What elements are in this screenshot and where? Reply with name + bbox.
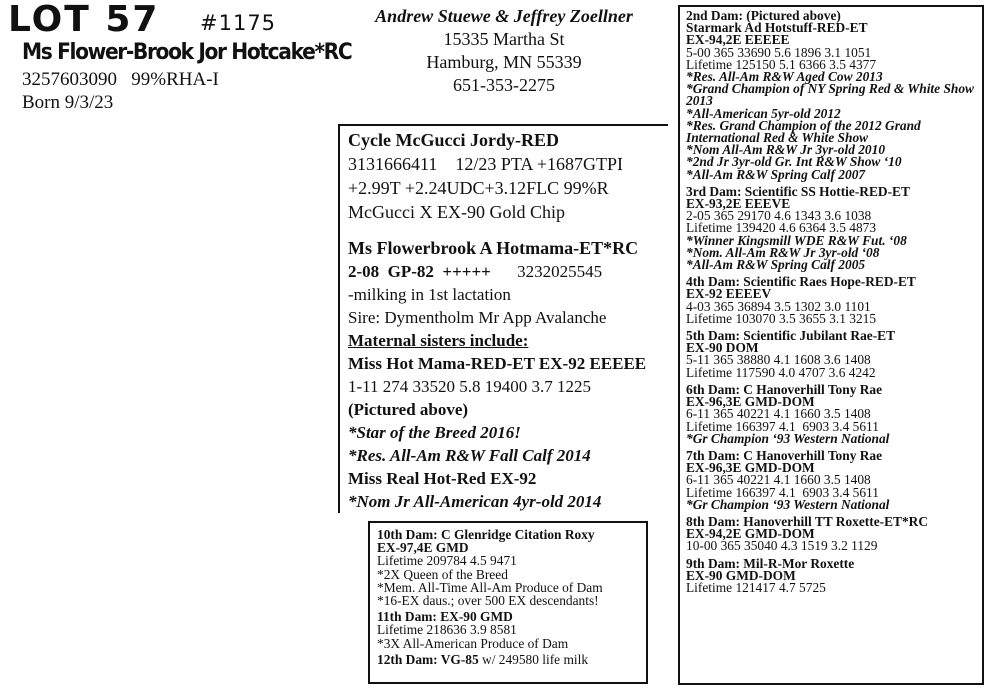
dam10-record-3: *Mem. All-Time All-Am Produce of Dam	[377, 579, 603, 595]
dam9-header-1: 9th Dam: Mil-R-Mor Roxette	[686, 555, 855, 571]
dam2-award-4: *Res. Grand Champion of the 2012 Grand International Red & White Show	[686, 117, 921, 146]
sire-line-2: +2.99T +2.24UDC+3.12FLC 99%R	[348, 178, 609, 198]
dam-note: -milking in 1st lactation	[348, 285, 511, 304]
dam-classification-row	[348, 260, 668, 283]
sister1-record: 1-11 274 33520 5.8 19400 3.7 1225	[348, 377, 592, 396]
dam3-record-1: 2-05 365 29170 4.6 1343 3.6 1038	[686, 208, 872, 224]
pedigree-10th-dam	[377, 528, 639, 607]
dam2-award-5: *Nom All-Am R&W Jr 3yr-old 2010	[686, 142, 886, 158]
dam11-record-2: *3X All-American Produce of Dam	[377, 635, 569, 651]
dam3-header-2: EX-93,2E EEEVE	[686, 196, 791, 212]
dam6-record-1: 6-11 365 40221 4.1 1660 3.5 1408	[686, 406, 871, 422]
pedigree-3rd-dam	[686, 183, 976, 273]
dam6-header-1: 6th Dam: C Hanoverhill Tony Rae	[686, 381, 883, 397]
dam11-header-1: 11th Dam: EX-90 GMD	[377, 609, 513, 625]
dam12-record-1: w/ 249580 life milk	[478, 651, 589, 667]
pedigree-8th-dam	[686, 513, 976, 554]
sister2-name: Miss Real Hot-Red EX-92	[348, 469, 537, 488]
lot-label: LOT 57	[8, 0, 160, 40]
pedigree-12th-dam	[377, 653, 639, 666]
maternal-sisters-header: Maternal sisters include:	[348, 331, 529, 350]
pedigree-11th-dam	[377, 610, 639, 650]
dam3-header-1: 3rd Dam: Scientific SS Hottie-RED-ET	[686, 183, 910, 199]
sister1-award-1: *Star of the Breed 2016!	[348, 423, 521, 442]
dam10-record-1: Lifetime 209784 4.5 9471	[377, 553, 517, 569]
animal-registration: 3257603090 99%RHA-I	[22, 69, 219, 90]
dam6-award-1: *Gr Champion ‘93 Western National	[686, 430, 890, 446]
dam6-record-2: Lifetime 166397 4.1 6903 3.4 5611	[686, 418, 879, 434]
dam-sire: Sire: Dymentholm Mr App Avalanche	[348, 308, 607, 327]
animal-birthdate: Born 9/3/23	[22, 92, 114, 113]
dam3-record-2: Lifetime 139420 4.6 6364 3.5 4873	[686, 220, 877, 236]
dam2-award-3: *All-American 5yr-old 2012	[686, 105, 841, 121]
dam3-award-2: *Nom. All-Am R&W Jr 3yr-old ‘08	[686, 244, 880, 260]
dam4-header-2: EX-92 EEEEV	[686, 286, 772, 302]
dam5-header-1: 5th Dam: Scientific Jubilant Rae-ET	[686, 328, 896, 344]
dam3-award-1: *Winner Kingsmill WDE R&W Fut. ‘08	[686, 232, 907, 248]
sister1-award-2: *Res. All-Am R&W Fall Calf 2014	[348, 446, 591, 465]
pedigree-9th-dam	[686, 555, 976, 595]
consignor-city: Hamburg, MN 55339	[426, 52, 582, 72]
dam7-award-1: *Gr Champion ‘93 Western National	[686, 496, 890, 512]
dam11-record-1: Lifetime 218636 3.9 8581	[377, 622, 517, 638]
pedigree-2nd-dam	[686, 10, 976, 181]
sister2-award: *Nom Jr All-American 4yr-old 2014	[348, 492, 602, 511]
dam2-header-1: 2nd Dam: (Pictured above)	[686, 8, 841, 23]
dam5-record-1: 5-11 365 38880 4.1 1608 3.6 1408	[686, 352, 871, 368]
sire-name: Cycle McGucci Jordy-RED	[348, 130, 559, 150]
extended-pedigree-box	[368, 521, 648, 684]
dam8-record-1: 10-00 365 35040 4.3 1519 3.2 1129	[686, 538, 878, 554]
sister1-name: Miss Hot Mama-RED-ET EX-92 EEEEE	[348, 354, 647, 373]
dam2-award-2: *Grand Champion of NY Spring Red & White Show 2013	[686, 81, 974, 109]
consignor-block	[348, 5, 660, 97]
dam10-record-2: *2X Queen of the Breed	[377, 566, 508, 582]
dam9-record-1: Lifetime 121417 4.7 5725	[686, 579, 826, 595]
pedigree-4th-dam	[686, 276, 976, 325]
animal-name: Ms Flower-Brook Jor Hotcake*RC	[22, 40, 352, 65]
dam3-award-3: *All-Am R&W Spring Calf 2005	[686, 257, 866, 273]
dam9-header-2: EX-90 GMD-DOM	[686, 567, 796, 583]
dam2-award-7: *All-Am R&W Spring Calf 2007	[686, 166, 866, 182]
dam-registration: 3232025545	[517, 262, 603, 281]
dam7-record-1: 6-11 365 40221 4.1 1660 3.5 1408	[686, 472, 871, 488]
dam7-header-2: EX-96,3E GMD-DOM	[686, 460, 815, 476]
dam7-record-2: Lifetime 166397 4.1 6903 3.4 5611	[686, 484, 879, 500]
dam8-header-2: EX-94,2E GMD-DOM	[686, 526, 815, 542]
dam4-header-1: 4th Dam: Scientific Raes Hope-RED-ET	[686, 274, 916, 290]
pedigree-6th-dam	[686, 381, 976, 446]
sire-line-1: 3131666411 12/23 PTA +1687GTPI	[348, 154, 624, 174]
dam6-header-2: EX-96,3E GMD-DOM	[686, 394, 815, 410]
sister1-pictured: (Pictured above)	[348, 400, 469, 419]
dam2-award-1: *Res. All-Am R&W Aged Cow 2013	[686, 69, 883, 85]
dam-block	[338, 237, 668, 513]
dam2-header-3: EX-94,2E EEEEE	[686, 32, 790, 48]
dam7-header-1: 7th Dam: C Hanoverhill Tony Rae	[686, 447, 883, 463]
dam10-record-4: *16-EX daus.; over 500 EX descendants!	[377, 593, 599, 609]
consignor-name: Andrew Stuewe & Jeffrey Zoellner	[375, 6, 633, 26]
dam2-header-2: Starmark Ad Hotstuff-RED-ET	[686, 20, 868, 36]
consignor-street: 15335 Martha St	[443, 29, 565, 49]
sire-line-3: McGucci X EX-90 Gold Chip	[348, 202, 565, 222]
dam4-record-1: 4-03 365 36894 3.5 1302 3.0 1101	[686, 298, 871, 314]
pedigree-7th-dam	[686, 447, 976, 512]
dam2-award-6: *2nd Jr 3yr-old Gr. Int R&W Show ‘10	[686, 154, 902, 170]
dam8-header-1: 8th Dam: Hanoverhill TT Roxette-ET*RC	[686, 513, 929, 529]
dam-name: Ms Flowerbrook A Hotmama-ET*RC	[348, 238, 639, 258]
consignor-phone: 651-353-2275	[453, 75, 555, 95]
dam2-record-1: 5-00 365 33690 5.6 1896 3.1 1051	[686, 44, 872, 60]
lot-number: #1175	[200, 11, 277, 35]
pedigree-5th-dam	[686, 330, 976, 379]
dam4-record-2: Lifetime 103070 3.5 3655 3.1 3215	[686, 310, 877, 326]
dam12-header-1: 12th Dam: VG-85	[377, 651, 479, 667]
dam5-header-2: EX-90 DOM	[686, 340, 759, 356]
dam2-record-2: Lifetime 125150 5.1 6366 3.5 4377	[686, 56, 877, 72]
pedigree-box	[678, 5, 984, 685]
dam5-record-2: Lifetime 117590 4.0 4707 3.6 4242	[686, 364, 876, 380]
dam10-header-1: 10th Dam: C Glenridge Citation Roxy	[377, 527, 595, 542]
dam-classification: 2-08 GP-82 +++++	[348, 262, 491, 281]
dam10-header-2: EX-97,4E GMD	[377, 540, 469, 556]
